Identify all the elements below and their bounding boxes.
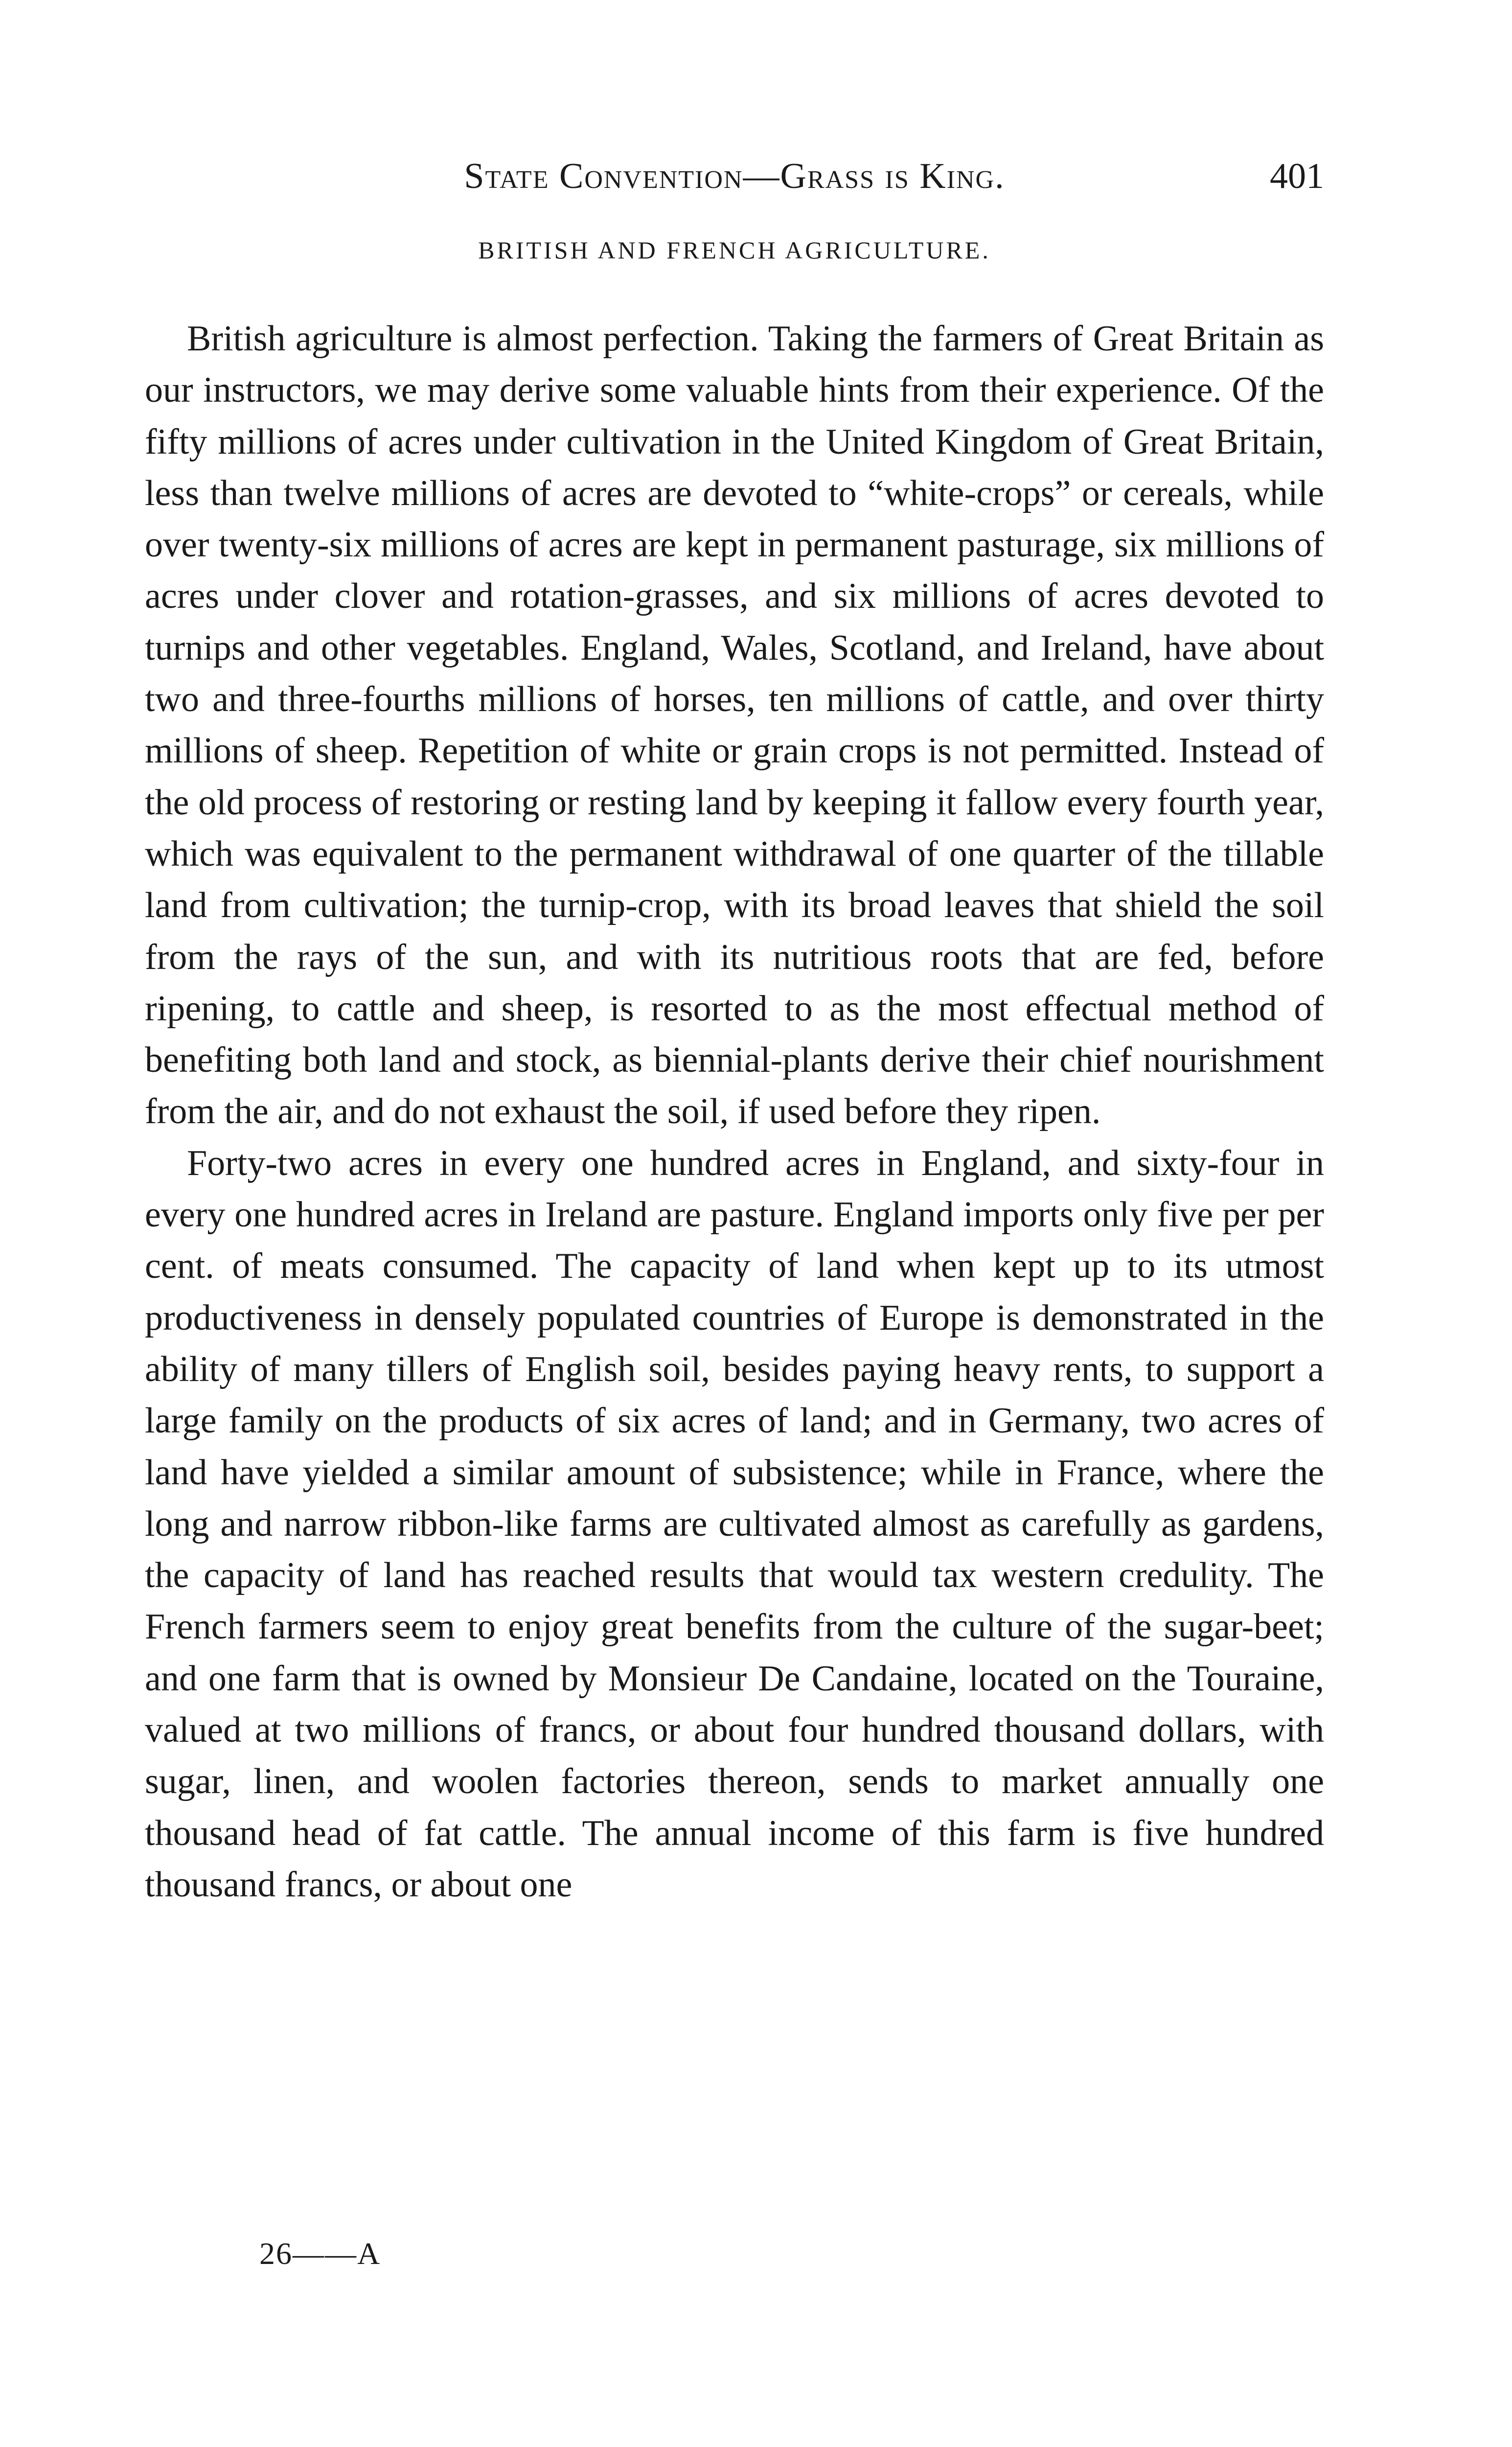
paragraph: British agriculture is almost perfection. Taking the farmers of Great Britain as our instructors, we may derive some valuable hints from their experience. Of the fifty millions of acres under cultivation in the United Kingdom of Great Britain, less than twelve millions of acres are devoted to “white-crops” or cereals, while over twenty-six millions of acres are kept in permanent pasturage, six millions of acres under clover and rotation-grasses, and six millions of acres devoted to turnips and other vegetables. England, Wales, Scotland, and Ireland, have about two and three-fourths millions of horses, ten millions of cattle, and over thirty millions of sheep. Repetition of white or grain crops is not permitted. Instead of the old process of restoring or resting land by keeping it fallow every fourth year, which was equivalent to the permanent withdrawal of one quarter of the tillable land from cultivation; the turnip-crop, with its broad leaves that shield the soil from the rays of the sun, and with its nutritious roots that are fed, before ripening, to cattle and sheep, is resorted to as the most effectual method of benefiting both land and stock, as biennial-plants derive their chief nourishment from the air, and do not exhaust the soil, if used before they ripen. xyxy=(145,319,1324,1132)
running-head xyxy=(145,156,1324,209)
paragraph: Forty-two acres in every one hundred acres in England, and sixty-four in every one hundred acres in Ireland are pasture. England imports only five per per cent. of meats consumed. The capacity of land when kept up to its utmost productiveness in densely populated countries of Europe is demonstrated in the ability of many tillers of English soil, besides paying heavy rents, to support a large family on the products of six acres of land; and in Germany, two acres of land have yielded a similar amount of subsistence; while in France, where the long and narrow ribbon-like farms are cultivated almost as carefully as gardens, the capacity of land has reached results that would tax western credulity. The French farmers seem to enjoy great benefits from the culture of the sugar-beet; and one farm that is owned by Monsieur De Candaine, located on the Touraine, valued at two millions of francs, or about four hundred thousand dollars, with sugar, linen, and woolen factories thereon, sends to market annually one thousand head of fat cattle. The annual income of this farm is five hundred thousand francs, or about one xyxy=(145,1143,1324,1905)
section-heading: BRITISH AND FRENCH AGRICULTURE. xyxy=(478,236,991,264)
page-number: 401 xyxy=(1270,156,1324,196)
body-text xyxy=(145,313,1324,1911)
signature-mark: 26——A xyxy=(259,2236,381,2271)
running-title: State Convention—Grass is King. xyxy=(464,156,1005,196)
